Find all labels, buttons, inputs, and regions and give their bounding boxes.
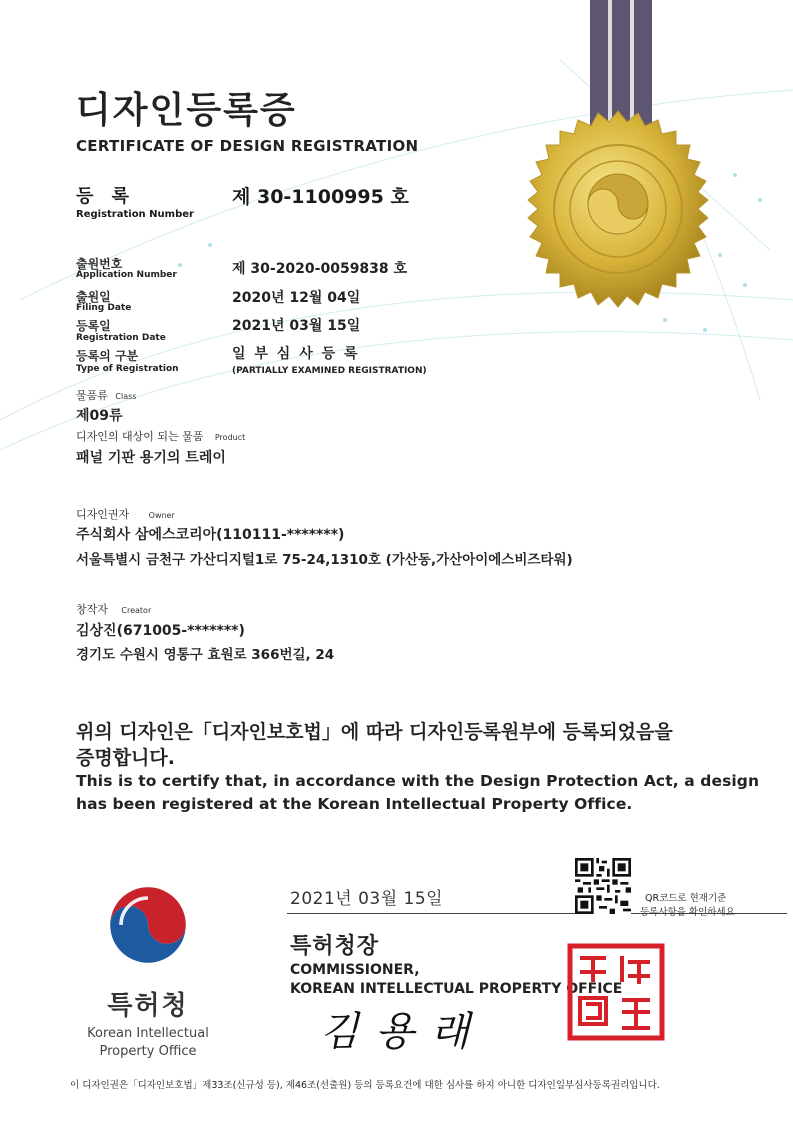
kipo-name-kr: 특허청 [107, 991, 189, 1021]
commissioner-signature: 김 용 래 [320, 1009, 472, 1055]
page-title: 디자인등록증 [76, 90, 297, 131]
registration-date-label-english: Registration Date [76, 333, 166, 343]
registration-type: 일 부 심 사 등 록 [232, 346, 360, 362]
class-label-kr: 물품류 [76, 389, 108, 402]
qr-note-line1: QR코드로 현재기준 [645, 893, 727, 904]
owner-label [76, 506, 175, 522]
product-label-en: Product [214, 433, 246, 442]
kipo-name-en-line1: Korean Intellectual [87, 1026, 209, 1041]
qr-note-line2: 등록사항을 확인하세요 [640, 907, 735, 918]
certification-en-line1: This is to certify that, in accordance with the Design Protection Act, a design [76, 772, 760, 790]
registration-type-english: (PARTIALLY EXAMINED REGISTRATION) [232, 366, 427, 376]
creator-label-en: Creator [121, 606, 152, 615]
class-value: 제09류 [76, 408, 123, 424]
qr-code-icon[interactable] [575, 858, 631, 914]
commissioner-title-kr: 특허청장 [290, 934, 380, 959]
application-label: 출원번호 [76, 257, 123, 271]
registration-date: 2021년 03월 15일 [232, 318, 361, 334]
certification-kr-line1: 위의 디자인은「디자인보호법」에 따라 디자인등록원부에 등록되었음을 [76, 721, 673, 743]
application-number: 제 30-2020-0059838 호 [232, 261, 408, 277]
creator-name: 김상진(671005-*******) [76, 623, 245, 639]
registration-label: 등 록 [76, 186, 136, 207]
product-label-kr: 디자인의 대상이 되는 물품 [76, 430, 204, 443]
page-title-english: CERTIFICATE OF DESIGN REGISTRATION [76, 137, 419, 155]
type-label-english: Type of Registration [76, 364, 179, 374]
filing-date: 2020년 12월 04일 [232, 290, 361, 306]
class-label-en: Class [115, 392, 137, 401]
class-label [76, 387, 136, 403]
kipo-logo-icon [103, 880, 193, 970]
type-label: 등록의 구분 [76, 349, 139, 363]
owner-address: 서울특별시 금천구 가산디지털1로 75-24,1310호 (가산동,가산아이에스비즈타워) [76, 552, 573, 568]
application-label-english: Application Number [76, 270, 177, 280]
owner-label-en: Owner [148, 511, 175, 520]
product-value: 패널 기판 용기의 트레이 [76, 450, 226, 466]
creator-address: 경기도 수원시 영통구 효원로 366번길, 24 [76, 647, 335, 663]
official-seal-icon [566, 942, 666, 1042]
creator-label [76, 601, 151, 617]
footer-note: 이 디자인권은「디자인보호법」제33조(신규성 등), 제46조(선출원) 등의 등록요건에 대한 심사를 하지 아니한 디자인일부심사등록권리입니다. [70, 1080, 660, 1091]
filing-date-label-english: Filing Date [76, 303, 132, 313]
commissioner-title-en-line1: COMMISSIONER, [290, 962, 420, 978]
gold-seal-icon [518, 105, 718, 315]
registration-label-english: Registration Number [76, 209, 194, 220]
certification-en-line2: has been registered at the Korean Intellectual Property Office. [76, 795, 633, 813]
issue-date: 2021년 03월 15일 [290, 889, 444, 909]
kipo-name-en-line2: Property Office [99, 1044, 197, 1059]
certification-kr-line2: 증명합니다. [76, 747, 175, 769]
filing-date-label: 출원일 [76, 290, 111, 304]
creator-label-kr: 창작자 [76, 603, 108, 616]
registration-number: 제 30-1100995 호 [232, 186, 409, 208]
owner-name: 주식회사 삼에스코리아(110111-*******) [76, 527, 345, 543]
product-label [76, 428, 245, 444]
commissioner-title-en-line2: KOREAN INTELLECTUAL PROPERTY OFFICE [290, 981, 623, 997]
owner-label-kr: 디자인권자 [76, 508, 130, 521]
registration-date-label: 등록일 [76, 319, 111, 333]
